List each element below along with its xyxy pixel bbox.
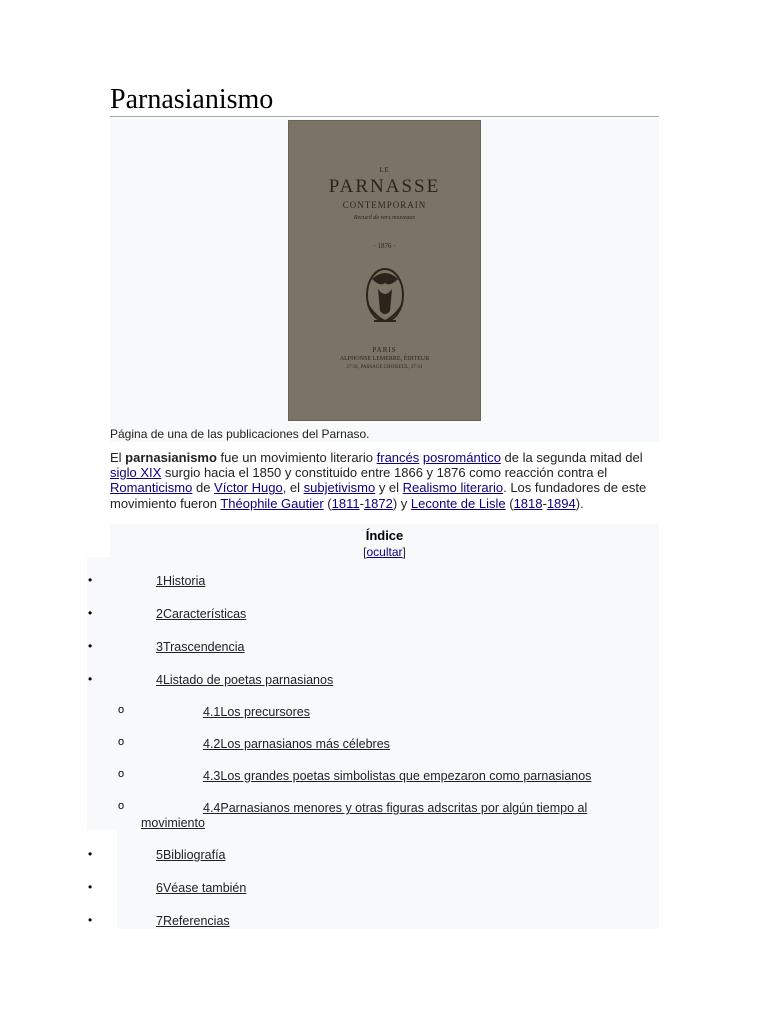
cover-emblem-icon <box>360 265 410 327</box>
sub-bullet-icon: o <box>118 768 125 780</box>
toc-toggle-bracket: [ <box>363 545 367 559</box>
intro-text: de la segunda mitad del <box>500 450 643 465</box>
bullet-icon: • <box>88 606 93 620</box>
link-romanticismo[interactable]: Romanticismo <box>110 480 193 496</box>
image-caption: Página de una de las publicaciones del Parnaso. <box>110 427 370 441</box>
toc-toggle-bracket: ] <box>402 545 406 559</box>
link-victor-hugo[interactable]: Víctor Hugo <box>214 480 283 496</box>
toc-item-precursores[interactable]: 4.1Los precursores <box>203 705 311 719</box>
toc-item-simbolistas[interactable]: 4.3Los grandes poetas simbolistas que empezaron como parnasianos <box>203 769 592 783</box>
intro-text: ( <box>323 495 332 511</box>
toc-item-menores[interactable]: 4.4Parnasianos menores y otras figuras adscritas por algún tiempo al <box>203 801 588 815</box>
toc-item-vease[interactable]: 6Véase también <box>156 881 247 895</box>
link-theophile-gautier[interactable]: Théophile Gautier <box>220 495 324 511</box>
intro-text: El <box>110 450 126 465</box>
link-frances[interactable]: francés <box>376 450 420 465</box>
toc-item-historia[interactable]: 1Historia <box>156 574 206 588</box>
bullet-icon: • <box>88 913 93 927</box>
intro-paragraph <box>110 450 659 511</box>
toc-item-bibliografia[interactable]: 5Bibliografía <box>156 848 226 862</box>
bullet-icon: • <box>88 847 93 861</box>
link-1894[interactable]: 1894 <box>546 495 576 511</box>
cover-line-subtitle: Recueil de vers nouveaux <box>353 215 416 221</box>
intro-text: ( <box>505 495 514 511</box>
intro-text: ) y <box>392 495 411 511</box>
intro-text: - <box>359 495 364 511</box>
intro-text: ). <box>575 495 584 511</box>
cover-line-parnasse: PARNASSE <box>328 176 441 197</box>
link-posromantico[interactable]: posromántico <box>422 450 501 465</box>
link-1818[interactable]: 1818 <box>513 495 543 511</box>
toc-item-caracteristicas[interactable]: 2Características <box>156 607 247 621</box>
link-subjetivismo[interactable]: subjetivismo <box>303 480 376 496</box>
infobox <box>110 118 659 442</box>
toc-item-menores-cont[interactable]: movimiento <box>141 816 205 830</box>
intro-text: y el <box>375 480 403 496</box>
toc-toggle <box>110 545 659 559</box>
bullet-icon: • <box>88 639 93 653</box>
cover-line-publisher: ALPHONSE LEMERRE, ÉDITEUR <box>339 356 430 362</box>
cover-line-year: · 1876 · <box>373 242 396 250</box>
cover-line-paris: PARIS <box>372 346 397 354</box>
sub-bullet-icon: o <box>118 736 125 748</box>
toc-item-celebres[interactable]: 4.2Los parnasianos más célebres <box>203 737 390 751</box>
intro-text: , el <box>282 480 304 496</box>
intro-text: . Los fundadores de este movimiento fueron <box>110 480 647 511</box>
toc-hide-link[interactable]: ocultar <box>366 545 403 559</box>
cover-line-contemporain: CONTEMPORAIN <box>342 200 427 210</box>
intro-text: surgio hacia el 1850 y constituido entre 1866 y 1876 como reacción contra el <box>161 465 608 481</box>
intro-bold-term: parnasianismo <box>125 450 217 465</box>
link-1811[interactable]: 1811 <box>331 495 360 511</box>
sub-bullet-icon: o <box>118 800 125 812</box>
bullet-icon: • <box>88 880 93 894</box>
bullet-icon: • <box>88 573 93 587</box>
toc-item-referencias[interactable]: 7Referencias <box>156 914 230 928</box>
page-title: Parnasianismo <box>110 84 659 117</box>
intro-text: de <box>192 480 215 496</box>
bullet-icon: • <box>88 672 93 686</box>
intro-text: fue un movimiento literario <box>216 450 377 465</box>
toc-item-listado[interactable]: 4Listado de poetas parnasianos <box>156 673 334 687</box>
link-siglo-xix[interactable]: siglo XIX <box>110 465 162 481</box>
toc-item-trascendencia[interactable]: 3Trascendencia <box>156 640 245 654</box>
intro-text: - <box>542 495 547 511</box>
book-cover-image[interactable] <box>288 120 481 421</box>
link-leconte-de-lisle[interactable]: Leconte de Lisle <box>410 495 506 511</box>
toc-heading: Índice <box>365 528 404 543</box>
link-1872[interactable]: 1872 <box>363 495 393 511</box>
sub-bullet-icon: o <box>118 704 125 716</box>
cover-line-le: LE <box>379 166 390 174</box>
cover-line-address: 27-31, PASSAGE CHOISEUL, 27-31 <box>346 365 423 370</box>
link-realismo-literario[interactable]: Realismo literario <box>402 480 504 496</box>
toc-bullet-strip <box>87 557 117 831</box>
